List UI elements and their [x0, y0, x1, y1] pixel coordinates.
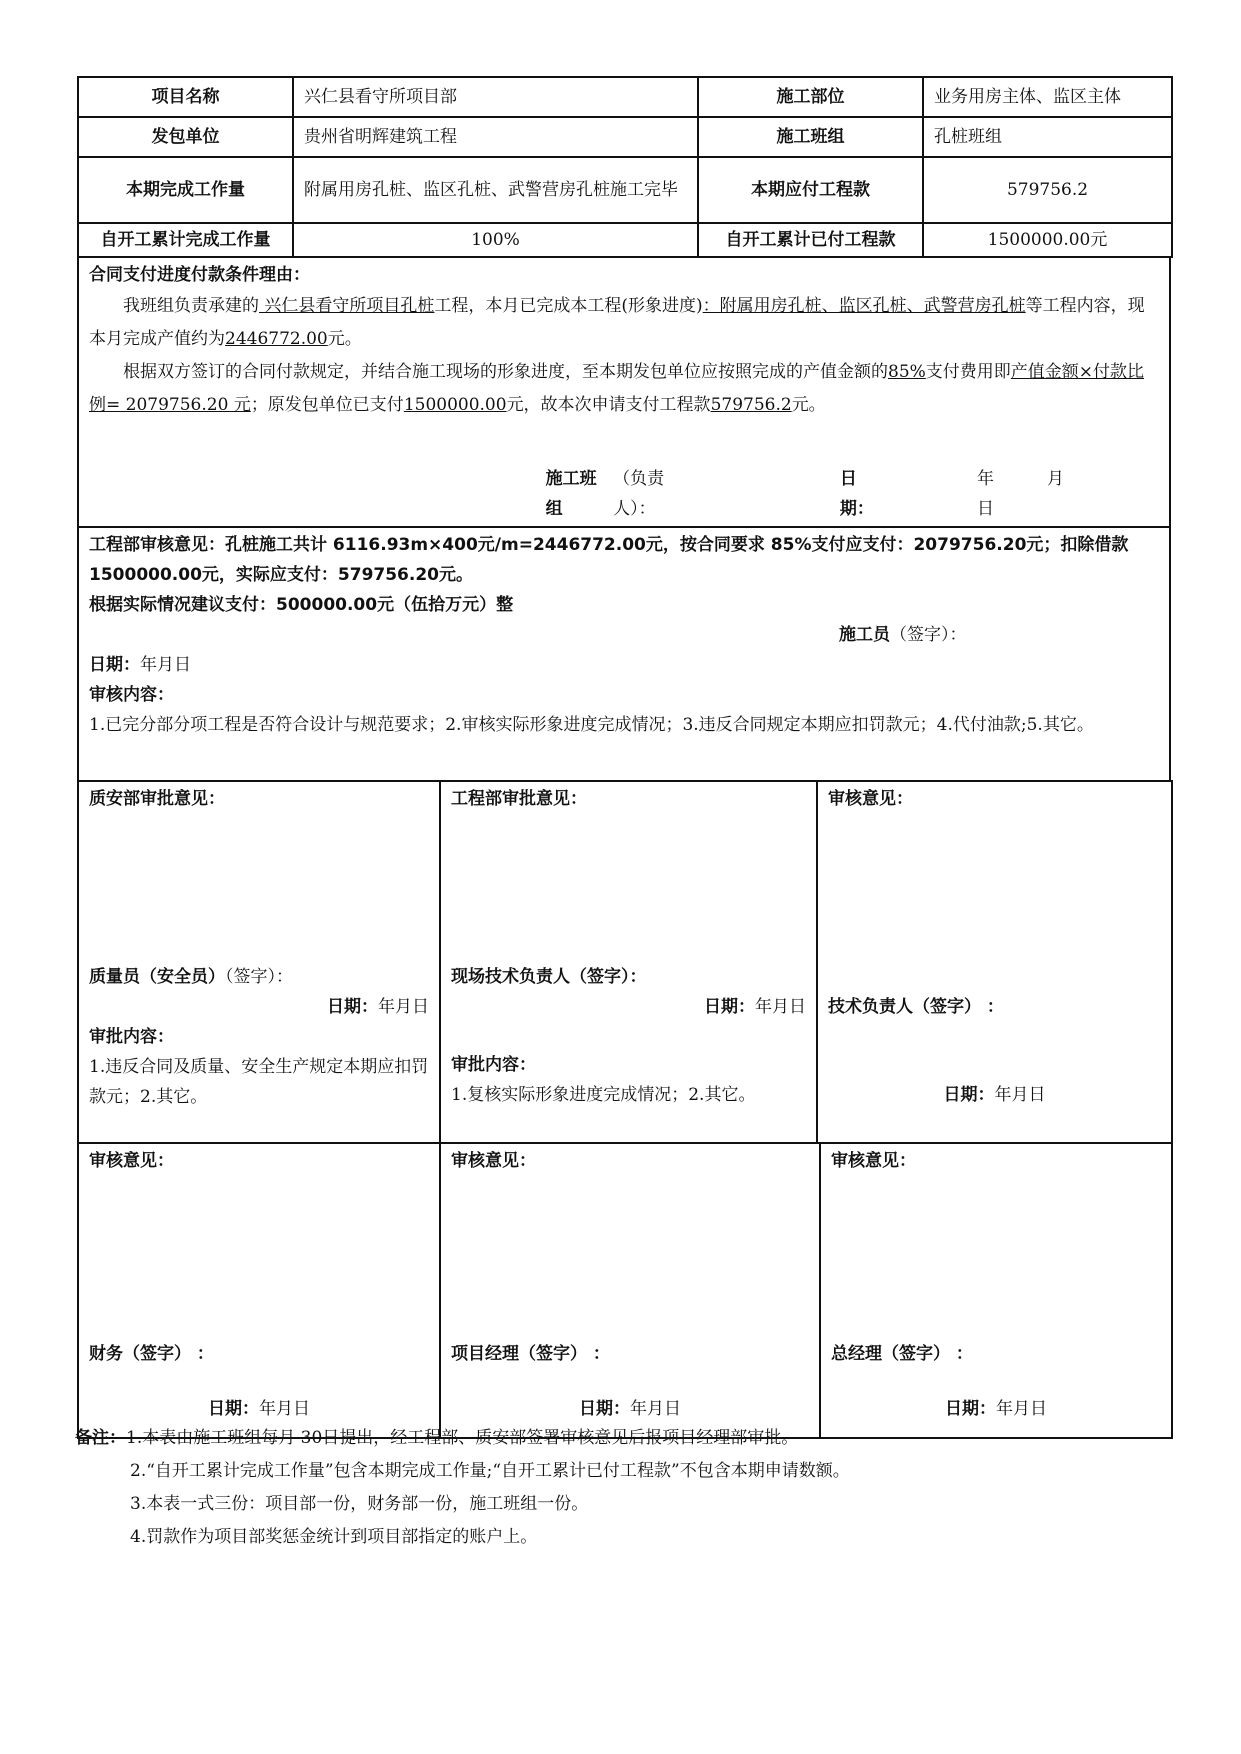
engineering-review-sign — [89, 620, 1159, 650]
review-approval-title: 审核意见： — [828, 789, 913, 809]
quality-sign-label: 质量员（安全员） — [89, 967, 225, 987]
quality-content-title: 审批内容： — [89, 1027, 174, 1047]
period-payable-label: 本期应付工程款 — [698, 157, 923, 223]
note-4: 4.罚款作为项目部奖惩金统计到项目部指定的账户上。 — [130, 1527, 538, 1547]
finance-sign: 财务（签字） ： — [89, 1344, 214, 1364]
review-approval-date-label: 日期： — [943, 1085, 995, 1105]
pm-date-value: 年月日 — [630, 1399, 681, 1419]
period-work-value: 附属用房孔桩、监区孔桩、武警营房孔桩施工完毕 — [293, 157, 698, 223]
review-approval-sign: 技术负责人（签字） ： — [828, 997, 1004, 1017]
engineering-review-date — [89, 650, 1159, 680]
gm-sign: 总经理（签字） ： — [831, 1344, 973, 1364]
engineering-approval-content-title: 审批内容： — [451, 1055, 536, 1075]
quality-date-label: 日期： — [327, 997, 378, 1017]
reason-date-month: 月 — [1047, 469, 1065, 489]
engineering-approval-content-text: 1.复核实际形象进度完成情况；2.其它。 — [451, 1085, 756, 1105]
reason-p2-e: 元。 — [791, 395, 826, 415]
review-approval-date — [828, 1080, 1161, 1110]
engineering-approval-cell — [440, 781, 817, 1143]
quality-approval-cell — [78, 781, 440, 1143]
reason-title: 合同支付进度付款条件理由： — [89, 265, 310, 285]
contractor-label: 发包单位 — [78, 117, 293, 157]
engineering-approval-title: 工程部审批意见： — [451, 789, 587, 809]
reason-sign-label: 施工班组 — [545, 469, 597, 519]
team-label: 施工班组 — [698, 117, 923, 157]
header-table — [77, 76, 1173, 258]
engineering-review-table — [77, 526, 1171, 782]
contractor-value: 贵州省明辉建筑工程 — [293, 117, 698, 157]
final-signature-table — [77, 1142, 1173, 1439]
construction-part-label: 施工部位 — [698, 77, 923, 117]
reason-p2-paid: 1500000.00 — [403, 395, 507, 415]
engineering-review-line2: 根据实际情况建议支付：500000.00元（伍拾万元）整 — [89, 595, 514, 615]
reason-p1-value: 2446772.00 — [225, 329, 328, 349]
gm-title: 审核意见： — [831, 1151, 916, 1171]
construction-part-value: 业务用房主体、监区主体 — [923, 77, 1172, 117]
note-1-text: 1.本表由施工班组每月 30日提出，经工程部、质安部签署审核意见后报项目经理部审批。 — [126, 1428, 799, 1448]
finance-date-value: 年月日 — [259, 1399, 310, 1419]
reason-p2-b: 支付费用即 — [925, 362, 1011, 382]
gm-date-label: 日期： — [945, 1399, 996, 1419]
project-name-label: 项目名称 — [78, 77, 293, 117]
finance-date-label: 日期： — [208, 1399, 259, 1419]
reason-p1-project: 兴仁县看守所项目孔桩 — [259, 296, 435, 316]
engineering-sign-label: 施工员 — [839, 625, 890, 645]
engineering-date-value: 年月日 — [140, 655, 191, 675]
reason-p1-d: 元。 — [327, 329, 362, 349]
pm-date-label: 日期： — [579, 1399, 630, 1419]
gm-cell — [820, 1143, 1172, 1438]
pm-title: 审核意见： — [451, 1151, 536, 1171]
reason-p1-c: 等工程内容，现本月完成产值约为 — [89, 296, 1145, 349]
reason-p2-percent: 85% — [888, 362, 926, 382]
reason-p2-d: 元，故本次申请支付工程款 — [506, 395, 711, 415]
finance-date — [89, 1394, 429, 1424]
pm-cell — [440, 1143, 820, 1438]
finance-cell — [78, 1143, 440, 1438]
reason-p1-progress: ：附属用房孔桩、监区孔桩、武警营房孔桩 — [702, 296, 1026, 316]
reason-cell — [78, 257, 1170, 527]
quality-sign — [89, 962, 429, 992]
cumulative-paid-label: 自开工累计已付工程款 — [698, 223, 923, 257]
payment-form — [77, 76, 1171, 1439]
engineering-date-label: 日期： — [89, 655, 140, 675]
engineering-approval-date — [451, 992, 806, 1022]
quality-date-value: 年月日 — [378, 997, 429, 1017]
reason-p1-a: 我班组负责承建的 — [123, 296, 259, 316]
note-3: 3.本表一式三份：项目部一份，财务部一份，施工班组一份。 — [130, 1494, 589, 1514]
team-value: 孔桩班组 — [923, 117, 1172, 157]
gm-date — [831, 1394, 1161, 1424]
reason-date-label: 日期： — [839, 469, 874, 519]
finance-title: 审核意见： — [89, 1151, 174, 1171]
review-approval-date-value: 年月日 — [994, 1085, 1046, 1105]
notes-label: 备注： — [75, 1428, 126, 1448]
reason-p2-a: 根据双方签订的合同付款规定，并结合施工现场的形象进度，至本期发包单位应按照完成的产值金额的 — [123, 362, 888, 382]
review-approval-cell — [817, 781, 1172, 1143]
engineering-review-line1: 工程部审核意见：孔桩施工共计 6116.93m×400元/m=2446772.00元，按合同要求 85%支付应支付：2079756.20元；扣除借款1500000.00元，实际应支付：579756.20元。 — [89, 535, 1129, 585]
engineering-content-title: 审核内容： — [89, 685, 174, 705]
reason-sign-note: （负责人）： — [613, 469, 665, 519]
reason-sign-row — [89, 464, 1159, 524]
reason-p2-c: ；原发包单位已支付 — [250, 395, 404, 415]
engineering-sign-note: （签字）： — [890, 625, 967, 645]
pm-date — [451, 1394, 809, 1424]
reason-paragraph-2 — [89, 356, 1159, 422]
approval-row-table — [77, 780, 1173, 1144]
quality-sign-note: （签字）： — [225, 967, 293, 987]
engineering-approval-date-value: 年月日 — [755, 997, 806, 1017]
project-name-value: 兴仁县看守所项目部 — [293, 77, 698, 117]
cumulative-paid-value: 1500000.00元 — [923, 223, 1172, 257]
reason-table — [77, 256, 1171, 528]
reason-p2-formula: 产值金额×付款比例= 2079756.20 元 — [89, 362, 1145, 415]
reason-date-year: 年 — [977, 469, 995, 489]
reason-date-day: 日 — [977, 499, 995, 519]
gm-date-value: 年月日 — [996, 1399, 1047, 1419]
engineering-approval-sign: 现场技术负责人（签字）： — [451, 967, 647, 987]
cumulative-work-value: 100% — [293, 223, 698, 257]
reason-paragraph-1 — [89, 290, 1159, 356]
cumulative-work-label: 自开工累计完成工作量 — [78, 223, 293, 257]
engineering-approval-date-label: 日期： — [704, 997, 755, 1017]
quality-approval-title: 质安部审批意见： — [89, 789, 225, 809]
engineering-content-text: 1.已完分部分项工程是否符合设计与规范要求；2.审核实际形象进度完成情况；3.违反合同规定本期应扣罚款元；4.代付油款;5.其它。 — [89, 715, 1094, 735]
reason-p2-apply: 579756.2 — [710, 395, 792, 415]
reason-p1-b: 工程，本月已完成本工程(形象进度) — [434, 296, 703, 316]
engineering-review-cell — [78, 527, 1170, 781]
period-work-label: 本期完成工作量 — [78, 157, 293, 223]
quality-content-text: 1.违反合同及质量、安全生产规定本期应扣罚款元；2.其它。 — [89, 1057, 429, 1107]
note-1 — [75, 1422, 1175, 1455]
note-2: 2.“自开工累计完成工作量”包含本期完成工作量;“自开工累计已付工程款”不包含本期申请数额。 — [130, 1461, 850, 1481]
period-payable-value: 579756.2 — [923, 157, 1172, 223]
quality-date — [89, 992, 429, 1022]
pm-sign: 项目经理（签字） ： — [451, 1344, 610, 1364]
notes — [75, 1422, 1175, 1554]
